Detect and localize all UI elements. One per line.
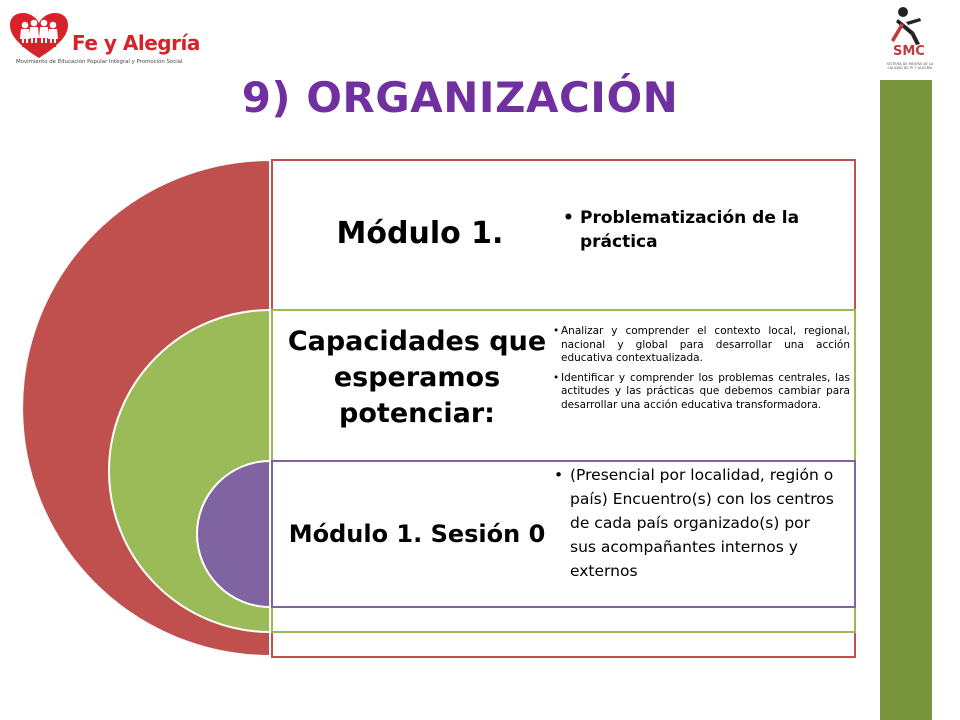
logo-subtitle: Movimiento de Educación Popular Integral y Promoción Social bbox=[16, 59, 183, 65]
page-title: 9) ORGANIZACIÓN bbox=[241, 73, 679, 122]
layer-3-label: Módulo 1. Sesión 0 bbox=[288, 520, 546, 548]
layer-2-bullets bbox=[553, 325, 850, 419]
layer-3-bullets bbox=[554, 463, 839, 583]
layer-1-bullet: • Problematización de la práctica bbox=[563, 206, 848, 254]
layer-2-bullet: • Analizar y comprender el contexto local, regional, nacional y global para desarrollar una acción educativa contextualizada. bbox=[553, 325, 850, 366]
layer-1-bullets bbox=[563, 206, 848, 254]
layer-2-bullet: • Identificar y comprender los problemas centrales, las actitudes y las prácticas que debemos cambiar para desarrollar una acción educativa transformadora. bbox=[553, 372, 850, 413]
layer-1-label: Módulo 1. bbox=[336, 216, 504, 251]
smc-brand-text: SMC bbox=[893, 44, 925, 59]
layer-3-bullet: • (Presencial por localidad, región o país) Encuentro(s) con los centros de cada país organizado(s) por sus acompañantes internos y externos bbox=[554, 463, 839, 583]
layer-2-label: Capacidades que esperamos potenciar: bbox=[287, 326, 547, 429]
smc-subtitle: SISTEMA DE MEJORA DE LA CALIDAD DE FE Y ALEGRÍA bbox=[886, 62, 934, 70]
logo-brand-text: Fe y Alegría bbox=[72, 31, 200, 55]
